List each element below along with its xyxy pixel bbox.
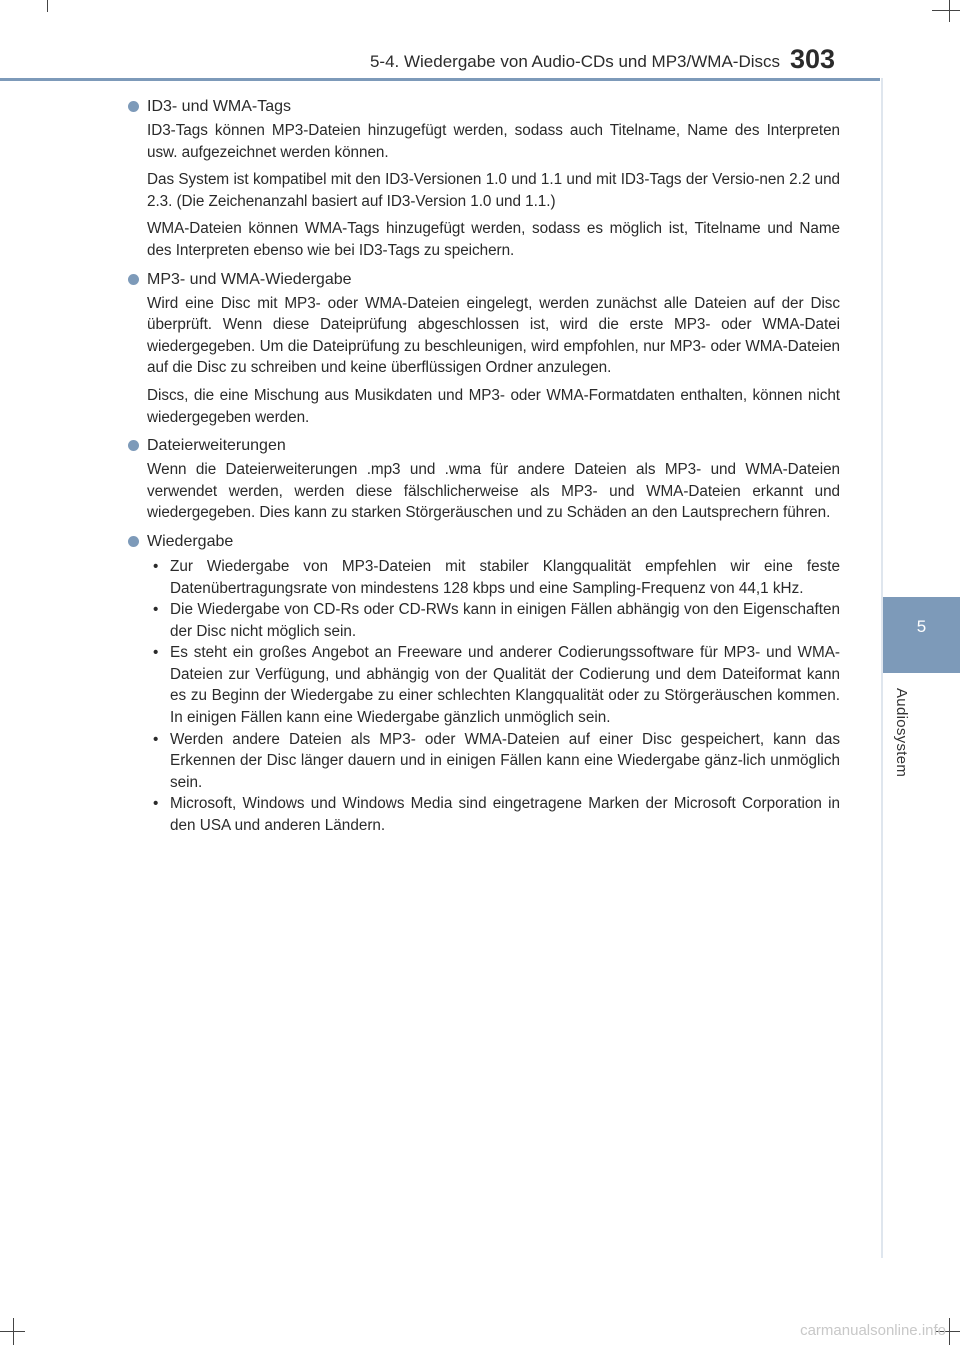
section-mp3-wma-playback (128, 268, 840, 429)
section-id3-tags (128, 95, 840, 262)
list-item-text: Microsoft, Windows und Windows Media sind eingetragene Marken der Microsoft Corporation in den USA und anderen Ländern. (170, 795, 840, 835)
section-heading (147, 434, 840, 458)
circle-bullet-icon (128, 274, 139, 285)
list-item-text: Zur Wiedergabe von MP3-Dateien mit stabiler Klangqualität empfehlen wir eine feste Datenübertragungsrate von mindestens 128 kbps und eine Sampling-Frequenz von 44,1 kHz. (170, 557, 840, 597)
crop-mark (949, 0, 950, 22)
list-item (147, 599, 840, 642)
dot-bullet-icon: • (153, 730, 159, 748)
list-item-text: Werden andere Dateien als MP3- oder WMA-Dateien auf einer Disc gespeichert, kann das Erkennen der Disc länger dauern und in einigen Fällen kann eine Wiedergabe gänz-lich unmöglich sein. (170, 730, 840, 791)
dot-bullet-icon: • (153, 557, 159, 575)
page-header-title: 5-4. Wiedergabe von Audio-CDs und MP3/WMA-Discs (369, 52, 780, 71)
list-item (147, 729, 840, 794)
heading-text: MP3- und WMA-Wiedergabe (147, 270, 352, 288)
chapter-number: 5 (916, 617, 927, 636)
paragraph: Das System ist kompatibel mit den ID3-Versionen 1.0 und 1.1 und mit ID3-Tags der Versio-nen 2.2 und 2.3. (Die Zeichenanzahl basiert auf ID3-Version 1.0 und 1.1.) (147, 171, 840, 210)
dot-bullet-icon: • (153, 795, 159, 813)
section-heading (147, 95, 840, 119)
circle-bullet-icon (128, 440, 139, 451)
list-item (147, 793, 840, 836)
section-heading (147, 530, 840, 554)
page-number: 303 (790, 44, 836, 74)
paragraph: ID3-Tags können MP3-Dateien hinzugefügt werden, sodass auch Titelname, Name des Interpreten usw. aufgezeichnet werden können. (147, 122, 840, 161)
chapter-label: Audiosystem (893, 688, 910, 778)
bullet-list (147, 556, 840, 837)
paragraph: WMA-Dateien können WMA-Tags hinzugefügt werden, sodass es möglich ist, Titelname und Name des Interpreten ebenso wie bei ID3-Tags zu speichern. (147, 220, 840, 259)
list-item-text: Die Wiedergabe von CD-Rs oder CD-RWs kann in einigen Fällen abhängig von den Eigenschaften der Disc nicht möglich sein. (170, 601, 840, 640)
circle-bullet-icon (128, 101, 139, 112)
heading-text: ID3- und WMA-Tags (147, 98, 292, 115)
heading-text: Wiedergabe (147, 532, 234, 550)
paragraph: Discs, die eine Mischung aus Musikdaten und MP3- oder WMA-Formatdaten enthalten, können nicht wiedergegeben werden. (147, 386, 840, 426)
section-heading (147, 268, 840, 292)
watermark-url: carmanualsonline.info (800, 1322, 946, 1339)
dot-bullet-icon: • (153, 601, 159, 619)
crop-mark (932, 10, 960, 11)
list-item-text: Es steht ein großes Angebot an Freeware und anderer Codierungssoftware für MP3- und WMA-Dateien zur Verfügung, und abhängig von der Qualität der Codierung und dem Dateiformat kann es zu Beginn der Wiedergabe zu einer schlechten Klangqualität oder zu Störgeräuschen kommen. In einigen Fällen kann eine Wiedergabe gänzlich unmöglich sein. (170, 644, 840, 727)
circle-bullet-icon (128, 536, 139, 547)
header-rule (0, 78, 880, 81)
page-content (128, 95, 840, 843)
paragraph: Wird eine Disc mit MP3- oder WMA-Dateien eingelegt, werden zunächst alle Dateien auf der Disc überprüft. Wenn diese Dateiprüfung abgeschlossen ist, wird die erste MP3- oder WMA-Datei wiedergegeben. Um die Dateiprüfung zu beschleunigen, wird empfohlen, nur MP3- oder WMA-Dateien auf die Disc zu schreiben und keine überflüssigen Ordner anzulegen. (147, 294, 840, 377)
list-item (147, 642, 840, 728)
list-item (147, 556, 840, 599)
dot-bullet-icon: • (153, 644, 159, 662)
heading-text: Dateierweiterungen (147, 437, 286, 455)
section-playback (128, 530, 840, 837)
paragraph: Wenn die Dateierweiterungen .mp3 und .wma für andere Dateien als MP3- und WMA-Dateien verwendet werden, werden diese fälschlicherweise als MP3- und WMA-Dateien erkannt und wiedergegeben. Dies kann zu starken Störgeräuschen und zu Schäden an den Lautsprechern führen. (147, 461, 840, 522)
chapter-tab (883, 597, 960, 673)
crop-mark (47, 0, 48, 12)
section-file-extensions (128, 434, 840, 524)
crop-mark (0, 1331, 25, 1332)
